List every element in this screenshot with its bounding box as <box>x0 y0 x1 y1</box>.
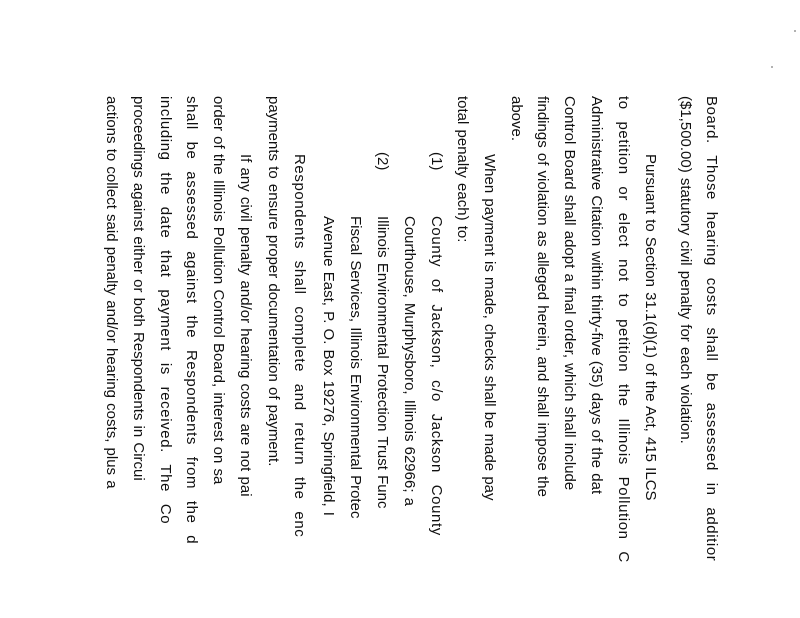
scan-speck <box>771 66 773 68</box>
text-line: proceedings against either or both Respondents in Circui <box>130 96 147 481</box>
text-line: Pursuant to Section 31.1(d)(1) of the Act, 415 ILCS <box>642 154 659 501</box>
text-line: actions to collect said penalty and/or hearing costs, plus a <box>103 96 120 489</box>
text-line: to petition or elect not to petition the Illinois Pollution C <box>615 96 632 563</box>
list-item-text: Illinois Environmental Protection Trust Func <box>374 216 391 509</box>
text-line: including the date that payment is received. The Co <box>157 96 174 525</box>
text-line: ($1,500.00) statutory civil penalty for each violation. <box>677 96 694 444</box>
text-line: Courthouse, Murphysboro, Illinois 62966; a <box>401 216 418 506</box>
list-number: (1) <box>428 152 445 171</box>
list-item-text: County of Jackson, c/o Jackson County <box>428 216 445 536</box>
text-line: findings of violation as alleged herein, and shall impose the <box>534 96 551 497</box>
text-line: above. <box>508 96 525 142</box>
text-line: Fiscal Services, Illinois Environmental Protec <box>347 216 364 519</box>
text-line: order of the Illinois Pollution Control Board, interest on sa <box>210 96 227 485</box>
text-line: Control Board shall adopt a final order, which shall include <box>561 96 578 491</box>
text-line: Avenue East, P. O. Box 19276, Springfield, I <box>320 216 337 516</box>
scan-speck <box>794 30 796 32</box>
text-line: payments to ensure proper documentation of payment. <box>265 96 282 467</box>
text-line: Administrative Citation within thirty-five (35) days of the dat <box>588 96 605 495</box>
text-line: shall be assessed against the Respondents from the d <box>183 96 200 545</box>
text-line: total penalty each) to: <box>454 96 471 243</box>
text-line: Board. Those hearing costs shall be assessed in additior <box>703 96 720 562</box>
text-line: Respondents shall complete and return the enc <box>291 154 308 538</box>
list-item <box>427 152 445 618</box>
text-line: When payment is made, checks shall be made pay <box>481 154 498 501</box>
text-line: If any civil penalty and/or hearing costs are not pai <box>237 154 254 497</box>
list-number: (2) <box>374 152 391 171</box>
list-item <box>373 152 391 618</box>
